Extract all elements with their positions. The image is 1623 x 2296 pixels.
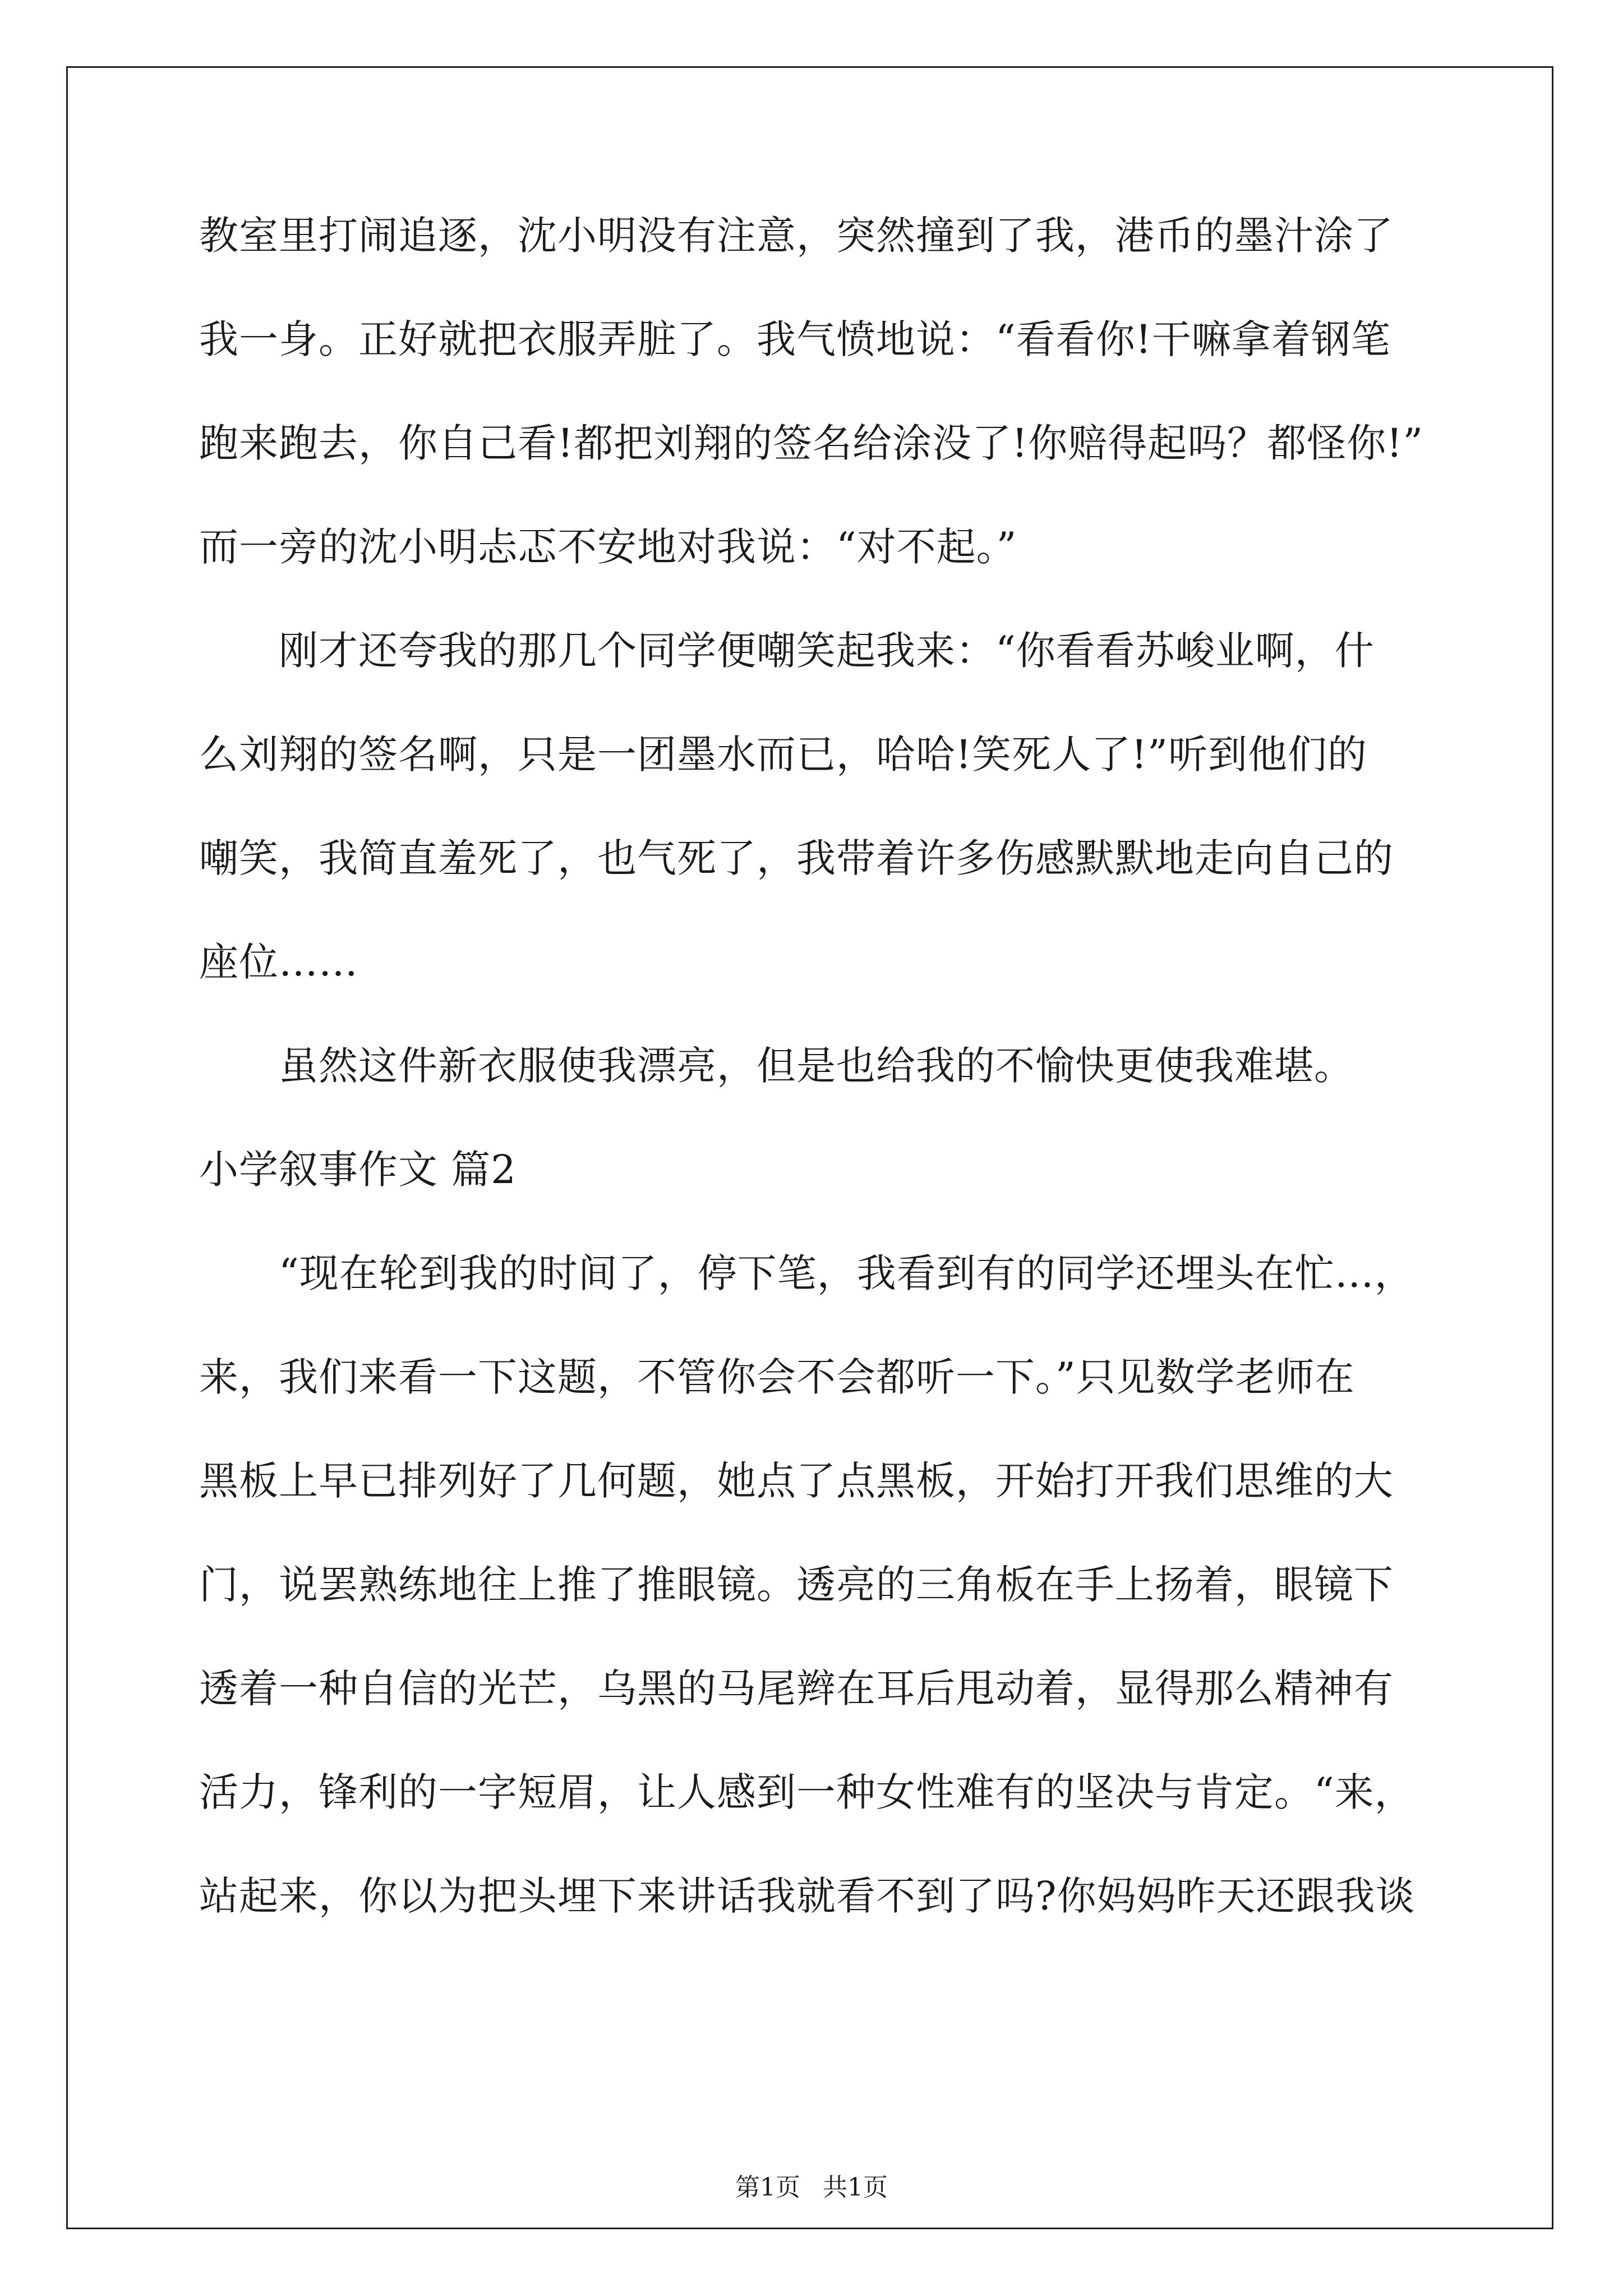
text-line: 跑来跑去，你自己看!都把刘翔的签名给涂没了!你赔得起吗？都怪你!” <box>199 420 1424 466</box>
text-line: 我一身。正好就把衣服弄脏了。我气愤地说：“看看你!干嘛拿着钢笔 <box>199 316 1391 362</box>
page-footer <box>0 2171 1623 2205</box>
text-line: 门，说罢熟练地往上推了推眼镜。透亮的三角板在手上扬着，眼镜下 <box>199 1562 1394 1608</box>
text-line: 站起来，你以为把头埋下来讲话我就看不到了吗?你妈妈昨天还跟我谈 <box>199 1873 1415 1919</box>
text-line: 而一旁的沈小明忐忑不安地对我说：“对不起。” <box>199 524 1017 570</box>
text-line: 嘲笑，我简直羞死了，也气死了，我带着许多伤感默默地走向自己的 <box>199 835 1394 881</box>
page-number: 第1页 <box>735 2173 800 2202</box>
text-line: 刚才还夸我的那几个同学便嘲笑起我来：“你看看苏峻业啊，什 <box>199 628 1375 674</box>
text-line: 黑板上早已排列好了几何题，她点了点黑板，开始打开我们思维的大 <box>199 1458 1394 1504</box>
text-line: 座位…… <box>199 939 358 985</box>
text-line: 虽然这件新衣服使我漂亮，但是也给我的不愉快更使我难堪。 <box>199 1043 1354 1089</box>
text-line: 透着一种自信的光芒，乌黑的马尾辫在耳后甩动着，显得那么精神有 <box>199 1665 1394 1711</box>
text-line: 来，我们来看一下这题，不管你会不会都听一下。”只见数学老师在 <box>199 1354 1355 1400</box>
text-line: “现在轮到我的时间了，停下笔，我看到有的同学还埋头在忙…， <box>199 1250 1414 1296</box>
section-heading: 小学叙事作文 篇2 <box>199 1147 517 1193</box>
text-line: 么刘翔的签名啊，只是一团墨水而已，哈哈!笑死人了!”听到他们的 <box>199 731 1368 777</box>
page-total: 共1页 <box>823 2173 888 2202</box>
text-line: 活力，锋利的一字短眉，让人感到一种女性难有的坚决与肯定。“来， <box>199 1769 1414 1815</box>
text-line: 教室里打闹追逐，沈小明没有注意，突然撞到了我，港币的墨汁涂了 <box>199 213 1394 259</box>
